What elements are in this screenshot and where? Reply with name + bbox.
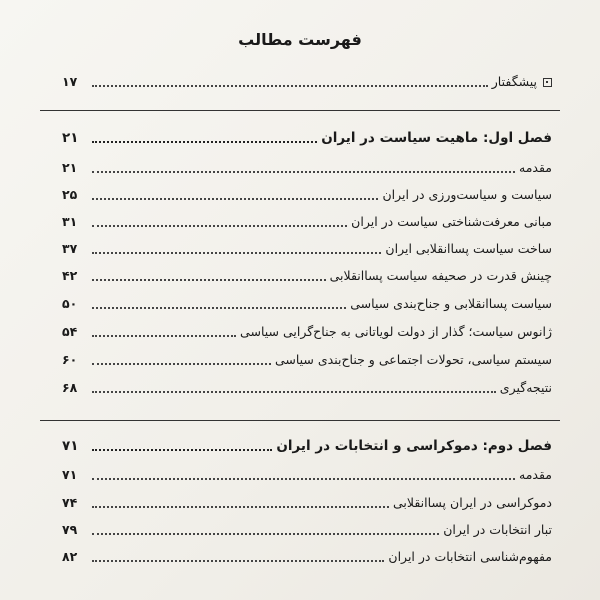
toc-row xyxy=(62,489,552,513)
toc-entry-label: سیاست و سیاست‌ورزی در ایران xyxy=(382,187,552,202)
toc-page-number: ۳۷ xyxy=(62,241,78,256)
dot-leader xyxy=(92,225,347,227)
dot-leader xyxy=(92,279,326,281)
toc-row-chapter-2 xyxy=(62,432,552,456)
toc-row xyxy=(62,318,552,342)
toc-entry-label: مبانی معرفت‌شناختی سیاست در ایران xyxy=(351,214,552,229)
dot-leader xyxy=(92,85,488,87)
dot-leader xyxy=(92,449,272,451)
toc-row xyxy=(62,181,552,205)
toc-page-number: ۲۱ xyxy=(62,130,79,146)
toc-entry-label: ژانوس سیاست؛ گذار از دولت لویاتانی به جناح‌گرایی سیاسی xyxy=(240,324,552,339)
dot-leader xyxy=(92,171,515,173)
chapter-heading: فصل دوم: دموکراسی و انتخابات در ایران xyxy=(276,438,552,454)
toc-entry-label: نتیجه‌گیری xyxy=(499,380,552,395)
toc-entry-label: دموکراسی در ایران پساانقلابی xyxy=(392,495,552,510)
toc-page-number: ۲۵ xyxy=(62,187,78,202)
toc-row xyxy=(62,154,552,178)
dot-leader xyxy=(92,252,381,254)
toc-row xyxy=(62,543,552,567)
chapter-heading: فصل اول: ماهیت سیاست در ایران xyxy=(321,130,552,146)
page-title: فهرست مطالب xyxy=(238,30,362,49)
toc-entry-label: سیستم سیاسی، تحولات اجتماعی و جناح‌بندی سیاسی xyxy=(274,352,552,367)
section-divider xyxy=(40,110,560,111)
toc-row xyxy=(62,374,552,398)
toc-page-number: ۷۱ xyxy=(62,467,78,482)
toc-entry-label: تبار انتخابات در ایران xyxy=(443,522,552,537)
toc-page-number: ۶۸ xyxy=(62,380,78,395)
toc-page-number: ۸۲ xyxy=(62,549,78,564)
toc-row xyxy=(62,461,552,485)
toc-entry-label: مقدمه xyxy=(519,467,552,482)
dot-leader xyxy=(92,363,271,365)
toc-page-number: ۱۷ xyxy=(62,74,78,89)
toc-page-number: ۳۱ xyxy=(62,214,78,229)
toc-page-number: ۴۲ xyxy=(62,268,78,283)
toc-row xyxy=(62,516,552,540)
dot-leader xyxy=(92,506,389,508)
toc-entry-label: پیشگفتار xyxy=(491,74,537,89)
dot-leader xyxy=(92,391,496,393)
dot-leader xyxy=(92,335,236,337)
toc-entry-label: ساخت سیاست پساانقلابی ایران xyxy=(385,241,552,256)
toc-entry-label: چینش قدرت در صحیفه سیاست پساانقلابی xyxy=(329,268,552,283)
toc-row xyxy=(62,235,552,259)
dot-leader xyxy=(92,478,515,480)
toc-entry xyxy=(492,74,552,92)
section-divider xyxy=(40,420,560,421)
toc-row xyxy=(62,346,552,370)
square-bullet-icon xyxy=(543,78,552,87)
toc-row xyxy=(62,208,552,232)
toc-entry-label: مقدمه xyxy=(519,160,552,175)
toc-page-number: ۵۰ xyxy=(62,296,78,311)
dot-leader xyxy=(92,198,378,200)
dot-leader xyxy=(92,141,317,143)
toc-page-number: ۵۴ xyxy=(62,324,78,339)
toc-page-number: ۷۹ xyxy=(62,522,78,537)
toc-entry-label: مفهوم‌شناسی انتخابات در ایران xyxy=(388,549,552,564)
toc-row xyxy=(62,290,552,314)
toc-page-number: ۷۱ xyxy=(62,438,79,454)
toc-page-number: ۲۱ xyxy=(62,160,78,175)
toc-row xyxy=(62,262,552,286)
toc-entry-label: سیاست پساانقلابی و جناح‌بندی سیاسی xyxy=(350,296,552,311)
toc-page-number: ۷۴ xyxy=(62,495,78,510)
toc-page-number: ۶۰ xyxy=(62,352,78,367)
dot-leader xyxy=(92,560,384,562)
dot-leader xyxy=(92,533,439,535)
toc-row-chapter-1 xyxy=(62,124,552,148)
toc-row-preface xyxy=(62,68,552,92)
dot-leader xyxy=(92,307,346,309)
